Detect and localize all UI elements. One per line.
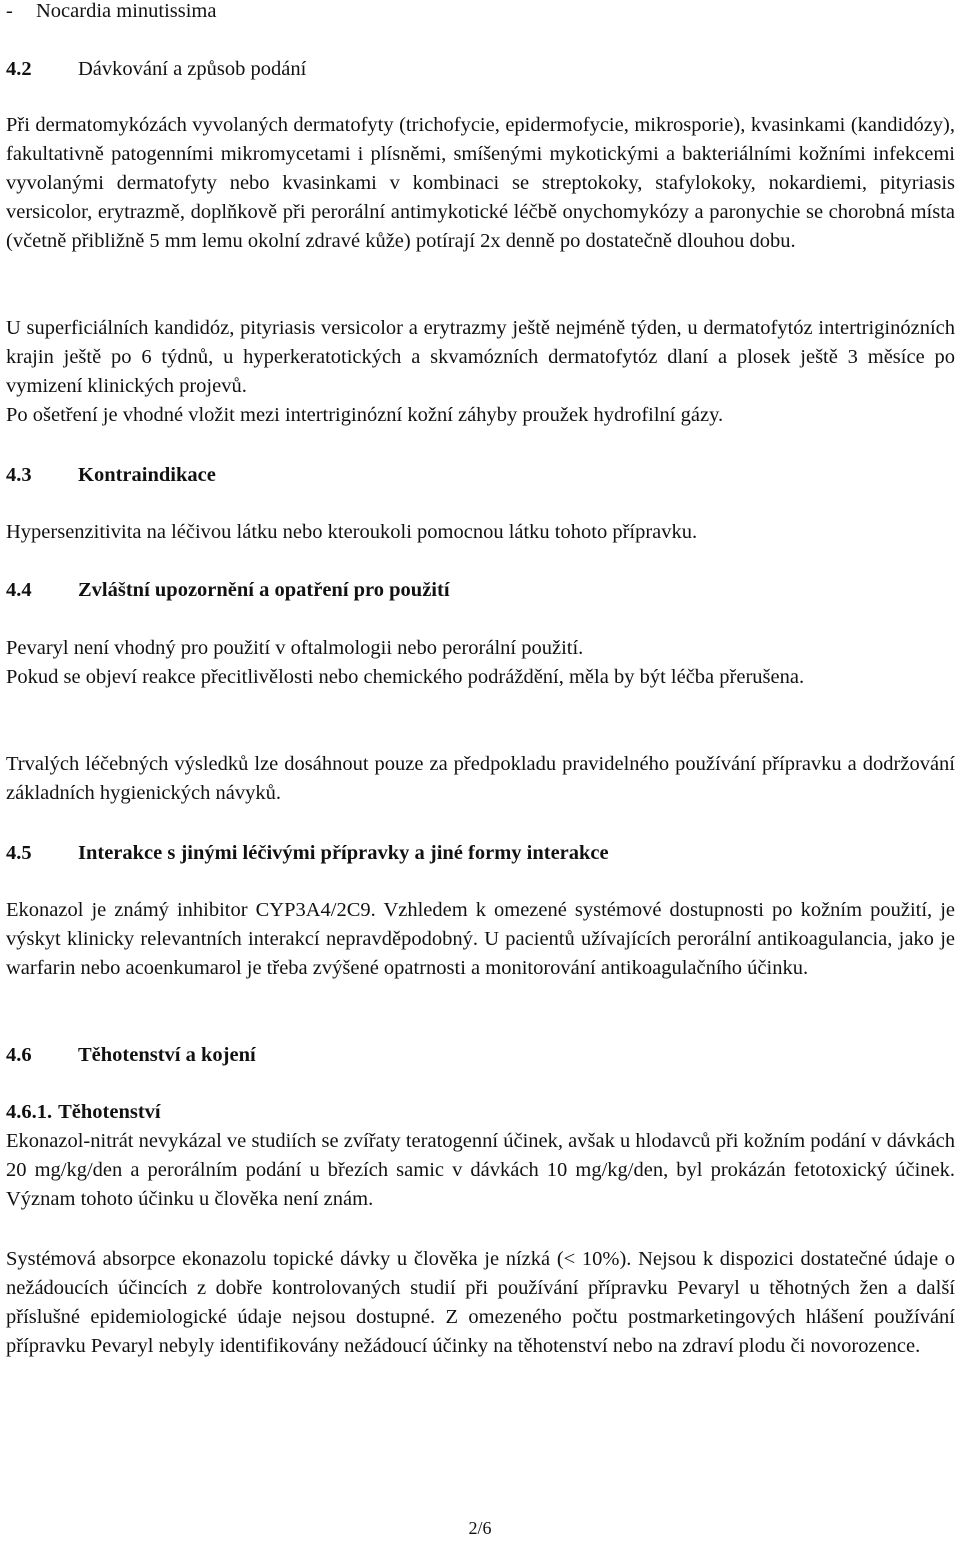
section-heading-4-6 — [6, 1041, 256, 1070]
section-number: 4.6 — [6, 1044, 32, 1066]
section-title: Dávkování a způsob podání — [78, 58, 307, 80]
paragraph-systemic-absorption: Systémová absorpce ekonazolu topické dávky u člověka je nízká (< 10%). Nejsou k dispozici dostatečné údaje o nežádoucích účincích z dobře kontrolovaných studií při používání přípravku Pevaryl u těhotných žen a další příslušné epidemiologické údaje nejsou dostupné. Z omezeného počtu postmarketingových hlášení používání přípravku Pevaryl nebyly identifikovány nežádoucí účinky na těhotenství nebo na zdraví plodu či novorozence. — [6, 1248, 955, 1357]
section-heading-4-4 — [6, 576, 450, 605]
section-title: Interakce s jinými léčivými přípravky a jiné formy interakce — [78, 842, 609, 864]
page-number: 2/6 — [468, 1518, 492, 1538]
paragraph-interactions: Ekonazol je známý inhibitor CYP3A4/2C9. Vzhledem k omezené systémové dostupnosti po kožním použití, je výskyt klinicky relevantních interakcí nepravděpodobný. U pacientů užívajících perorální antikoagulancia, jako je warfarin nebo acoenkumarol je třeba zvýšené opatrnosti a monitorování antikoagulačního účinku. — [6, 899, 955, 979]
section-number: 4.5 — [6, 842, 32, 864]
section-title: Kontraindikace — [78, 464, 216, 486]
section-heading-4-3 — [6, 461, 216, 490]
paragraph-gauze: Po ošetření je vhodné vložit mezi intertriginózní kožní záhyby proužek hydrofilní gázy. — [6, 404, 724, 426]
paragraph-lasting-results: Trvalých léčebných výsledků lze dosáhnout pouze za předpokladu pravidelného používání přípravku a dodržování základních hygienických návyků. — [6, 753, 955, 804]
section-heading-4-6-1 — [6, 1098, 161, 1127]
bullet-text: Nocardia minutissima — [36, 0, 217, 22]
section-number: 4.3 — [6, 464, 32, 486]
paragraph-not-suitable: Pevaryl není vhodný pro použití v oftalmologii nebo perorální použití. — [6, 637, 584, 659]
section-number: 4.6.1. — [6, 1101, 53, 1123]
section-heading-4-2 — [6, 55, 306, 84]
section-number: 4.2 — [6, 58, 32, 80]
paragraph-superficial: U superficiálních kandidóz, pityriasis versicolor a erytrazmy ještě nejméně týden, u dermatofytóz intertriginózních krajin ještě po 6 týdnů, u hyperkeratotických a skvamózních dermatofytóz dlaní a plosek ještě 3 měsíce po vymizení klinických projevů. — [6, 317, 955, 397]
section-title: Zvláštní upozornění a opatření pro použití — [78, 579, 450, 601]
paragraph-dosage: Při dermatomykózách vyvolaných dermatofyty (trichofycie, epidermofycie, mikrosporie), kvasinkami (kandidózy), fakultativně patogenními mikromycetami i plísněmi, smíšenými mykotickými a bakteriálními kožními infekcemi vyvolanými dermatofyty nebo kvasinkami v kombinaci se streptokoky, stafylokoky, nokardiemi, pityriasis versicolor, erytrazmě, doplňkově při perorální antimykotické léčbě onychomykózy a paronychie se chorobná místa (včetně přibližně 5 mm lemu okolní zdravé kůže) potírají 2x denně po dostatečně dlouhou dobu. — [6, 114, 955, 252]
section-number: 4.4 — [6, 579, 32, 601]
paragraph-animal-studies: Ekonazol-nitrát nevykázal ve studiích se zvířaty teratogenní účinek, avšak u hlodavců při kožním podání v dávkách 20 mg/kg/den a perorálním podání u březích samic v dávkách 10 mg/kg/den, byl prokázán fetotoxický účinek. Význam tohoto účinku u člověka není znám. — [6, 1130, 955, 1210]
section-heading-4-5 — [6, 839, 609, 868]
bullet-item — [6, 0, 216, 26]
section-title: Těhotenství — [58, 1101, 161, 1123]
paragraph-hypersensitivity: Pokud se objeví reakce přecitlivělosti nebo chemického podráždění, měla by být léčba přerušena. — [6, 666, 805, 688]
section-title: Těhotenství a kojení — [78, 1044, 256, 1066]
bullet-dash: - — [6, 0, 13, 22]
paragraph-contraindications: Hypersenzitivita na léčivou látku nebo kteroukoli pomocnou látku tohoto přípravku. — [6, 521, 698, 543]
